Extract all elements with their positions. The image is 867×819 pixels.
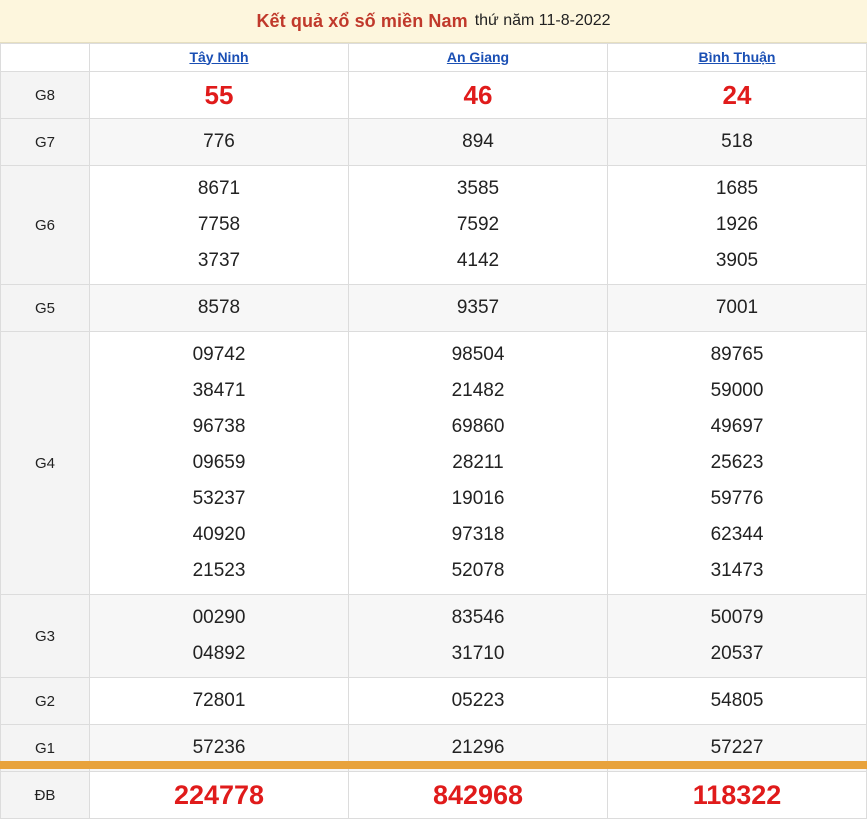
number: 62344 [710, 524, 764, 545]
number: 05223 [451, 690, 505, 711]
prize-label-g6: G6 [1, 166, 90, 285]
number: 9357 [456, 297, 500, 318]
table-header-row [1, 44, 867, 72]
table-row-g6 [1, 166, 867, 285]
number: 59776 [710, 488, 764, 509]
prize-label-g4: G4 [1, 332, 90, 595]
column-header-province-1 [90, 44, 349, 72]
number: 1926 [715, 214, 759, 235]
number: 7758 [197, 214, 241, 235]
number: 3585 [456, 178, 500, 199]
number: 69860 [451, 416, 505, 437]
number: 57227 [710, 737, 764, 758]
number: 54805 [710, 690, 764, 711]
page-title-bar [0, 0, 867, 43]
number: 8671 [197, 178, 241, 199]
prize-label-g7: G7 [1, 119, 90, 166]
number: 518 [721, 131, 753, 152]
prize-label-g1: G1 [1, 725, 90, 772]
prize-value-g8-an-giang [349, 72, 608, 119]
table-row-g7 [1, 119, 867, 166]
prize-value-g8-tay-ninh [90, 72, 349, 119]
number: 04892 [192, 643, 246, 664]
prize-value-g3-binh-thuan [608, 595, 867, 678]
number: 3737 [197, 250, 241, 271]
number: 20537 [710, 643, 764, 664]
number: 57236 [192, 737, 246, 758]
prize-value-g7-an-giang [349, 119, 608, 166]
prize-value-g2-tay-ninh [90, 678, 349, 725]
prize-label-g3: G3 [1, 595, 90, 678]
number: 21296 [451, 737, 505, 758]
number: 7001 [715, 297, 759, 318]
prize-value-g5-binh-thuan [608, 285, 867, 332]
number: 776 [203, 131, 235, 152]
prize-value-g4-binh-thuan [608, 332, 867, 595]
number: 24 [722, 80, 752, 110]
number: 59000 [710, 380, 764, 401]
prize-value-db-an-giang [349, 772, 608, 819]
number: 31473 [710, 560, 764, 581]
number: 09659 [192, 452, 246, 473]
number: 53237 [192, 488, 246, 509]
column-header-province-2 [349, 44, 608, 72]
table-header [1, 44, 867, 72]
table-row-g8 [1, 72, 867, 119]
number: 28211 [452, 452, 504, 473]
page-title: Kết quả xổ số miền Nam [256, 10, 468, 31]
table-row-g5 [1, 285, 867, 332]
province-link-an-giang[interactable]: An Giang [446, 48, 510, 65]
prize-value-g7-binh-thuan [608, 119, 867, 166]
number: 21482 [451, 380, 505, 401]
number: 40920 [192, 524, 246, 545]
number: 25623 [710, 452, 764, 473]
results-table [0, 43, 867, 819]
prize-value-db-tay-ninh [90, 772, 349, 819]
prize-label-g8: G8 [1, 72, 90, 119]
column-header-province-3 [608, 44, 867, 72]
number: 19016 [451, 488, 505, 509]
prize-label-g2: G2 [1, 678, 90, 725]
prize-value-g6-an-giang [349, 166, 608, 285]
number: 50079 [710, 607, 764, 628]
table-body [1, 72, 867, 819]
prize-value-g5-an-giang [349, 285, 608, 332]
number: 98504 [451, 344, 505, 365]
number: 97318 [451, 524, 505, 545]
prize-value-g6-binh-thuan [608, 166, 867, 285]
prize-label-g5: G5 [1, 285, 90, 332]
table-row-g4 [1, 332, 867, 595]
table-row-g2 [1, 678, 867, 725]
number: 55 [204, 80, 234, 110]
number: 00290 [192, 607, 246, 628]
number: 83546 [451, 607, 505, 628]
prize-value-g7-tay-ninh [90, 119, 349, 166]
number: 31710 [451, 643, 505, 664]
number: 1685 [715, 178, 759, 199]
province-link-binh-thuan[interactable]: Bình Thuận [698, 48, 776, 65]
number: 09742 [192, 344, 246, 365]
prize-value-g3-an-giang [349, 595, 608, 678]
prize-value-g5-tay-ninh [90, 285, 349, 332]
number: 49697 [710, 416, 764, 437]
number: 89765 [710, 344, 764, 365]
number: 8578 [197, 297, 241, 318]
number: 4142 [456, 250, 500, 271]
number: 38471 [192, 380, 246, 401]
prize-label-db: ĐB [1, 772, 90, 819]
prize-value-g3-tay-ninh [90, 595, 349, 678]
number: 842968 [432, 780, 524, 810]
number: 72801 [192, 690, 246, 711]
prize-value-g4-an-giang [349, 332, 608, 595]
number: 224778 [173, 780, 265, 810]
prize-value-db-binh-thuan [608, 772, 867, 819]
number: 52078 [451, 560, 505, 581]
number: 21523 [192, 560, 246, 581]
page-title-date: thứ năm 11-8-2022 [474, 12, 611, 29]
bottom-accent-bar [0, 761, 867, 769]
number: 96738 [192, 416, 246, 437]
prize-value-g2-binh-thuan [608, 678, 867, 725]
table-row-db [1, 772, 867, 819]
prize-value-g6-tay-ninh [90, 166, 349, 285]
prize-value-g2-an-giang [349, 678, 608, 725]
number: 7592 [456, 214, 500, 235]
number: 894 [462, 131, 494, 152]
prize-value-g4-tay-ninh [90, 332, 349, 595]
column-header-prize [1, 44, 90, 72]
province-link-tay-ninh[interactable]: Tây Ninh [189, 48, 249, 65]
table-row-g3 [1, 595, 867, 678]
number: 118322 [692, 780, 782, 810]
number: 46 [463, 80, 493, 110]
number: 3905 [715, 250, 759, 271]
prize-value-g8-binh-thuan [608, 72, 867, 119]
